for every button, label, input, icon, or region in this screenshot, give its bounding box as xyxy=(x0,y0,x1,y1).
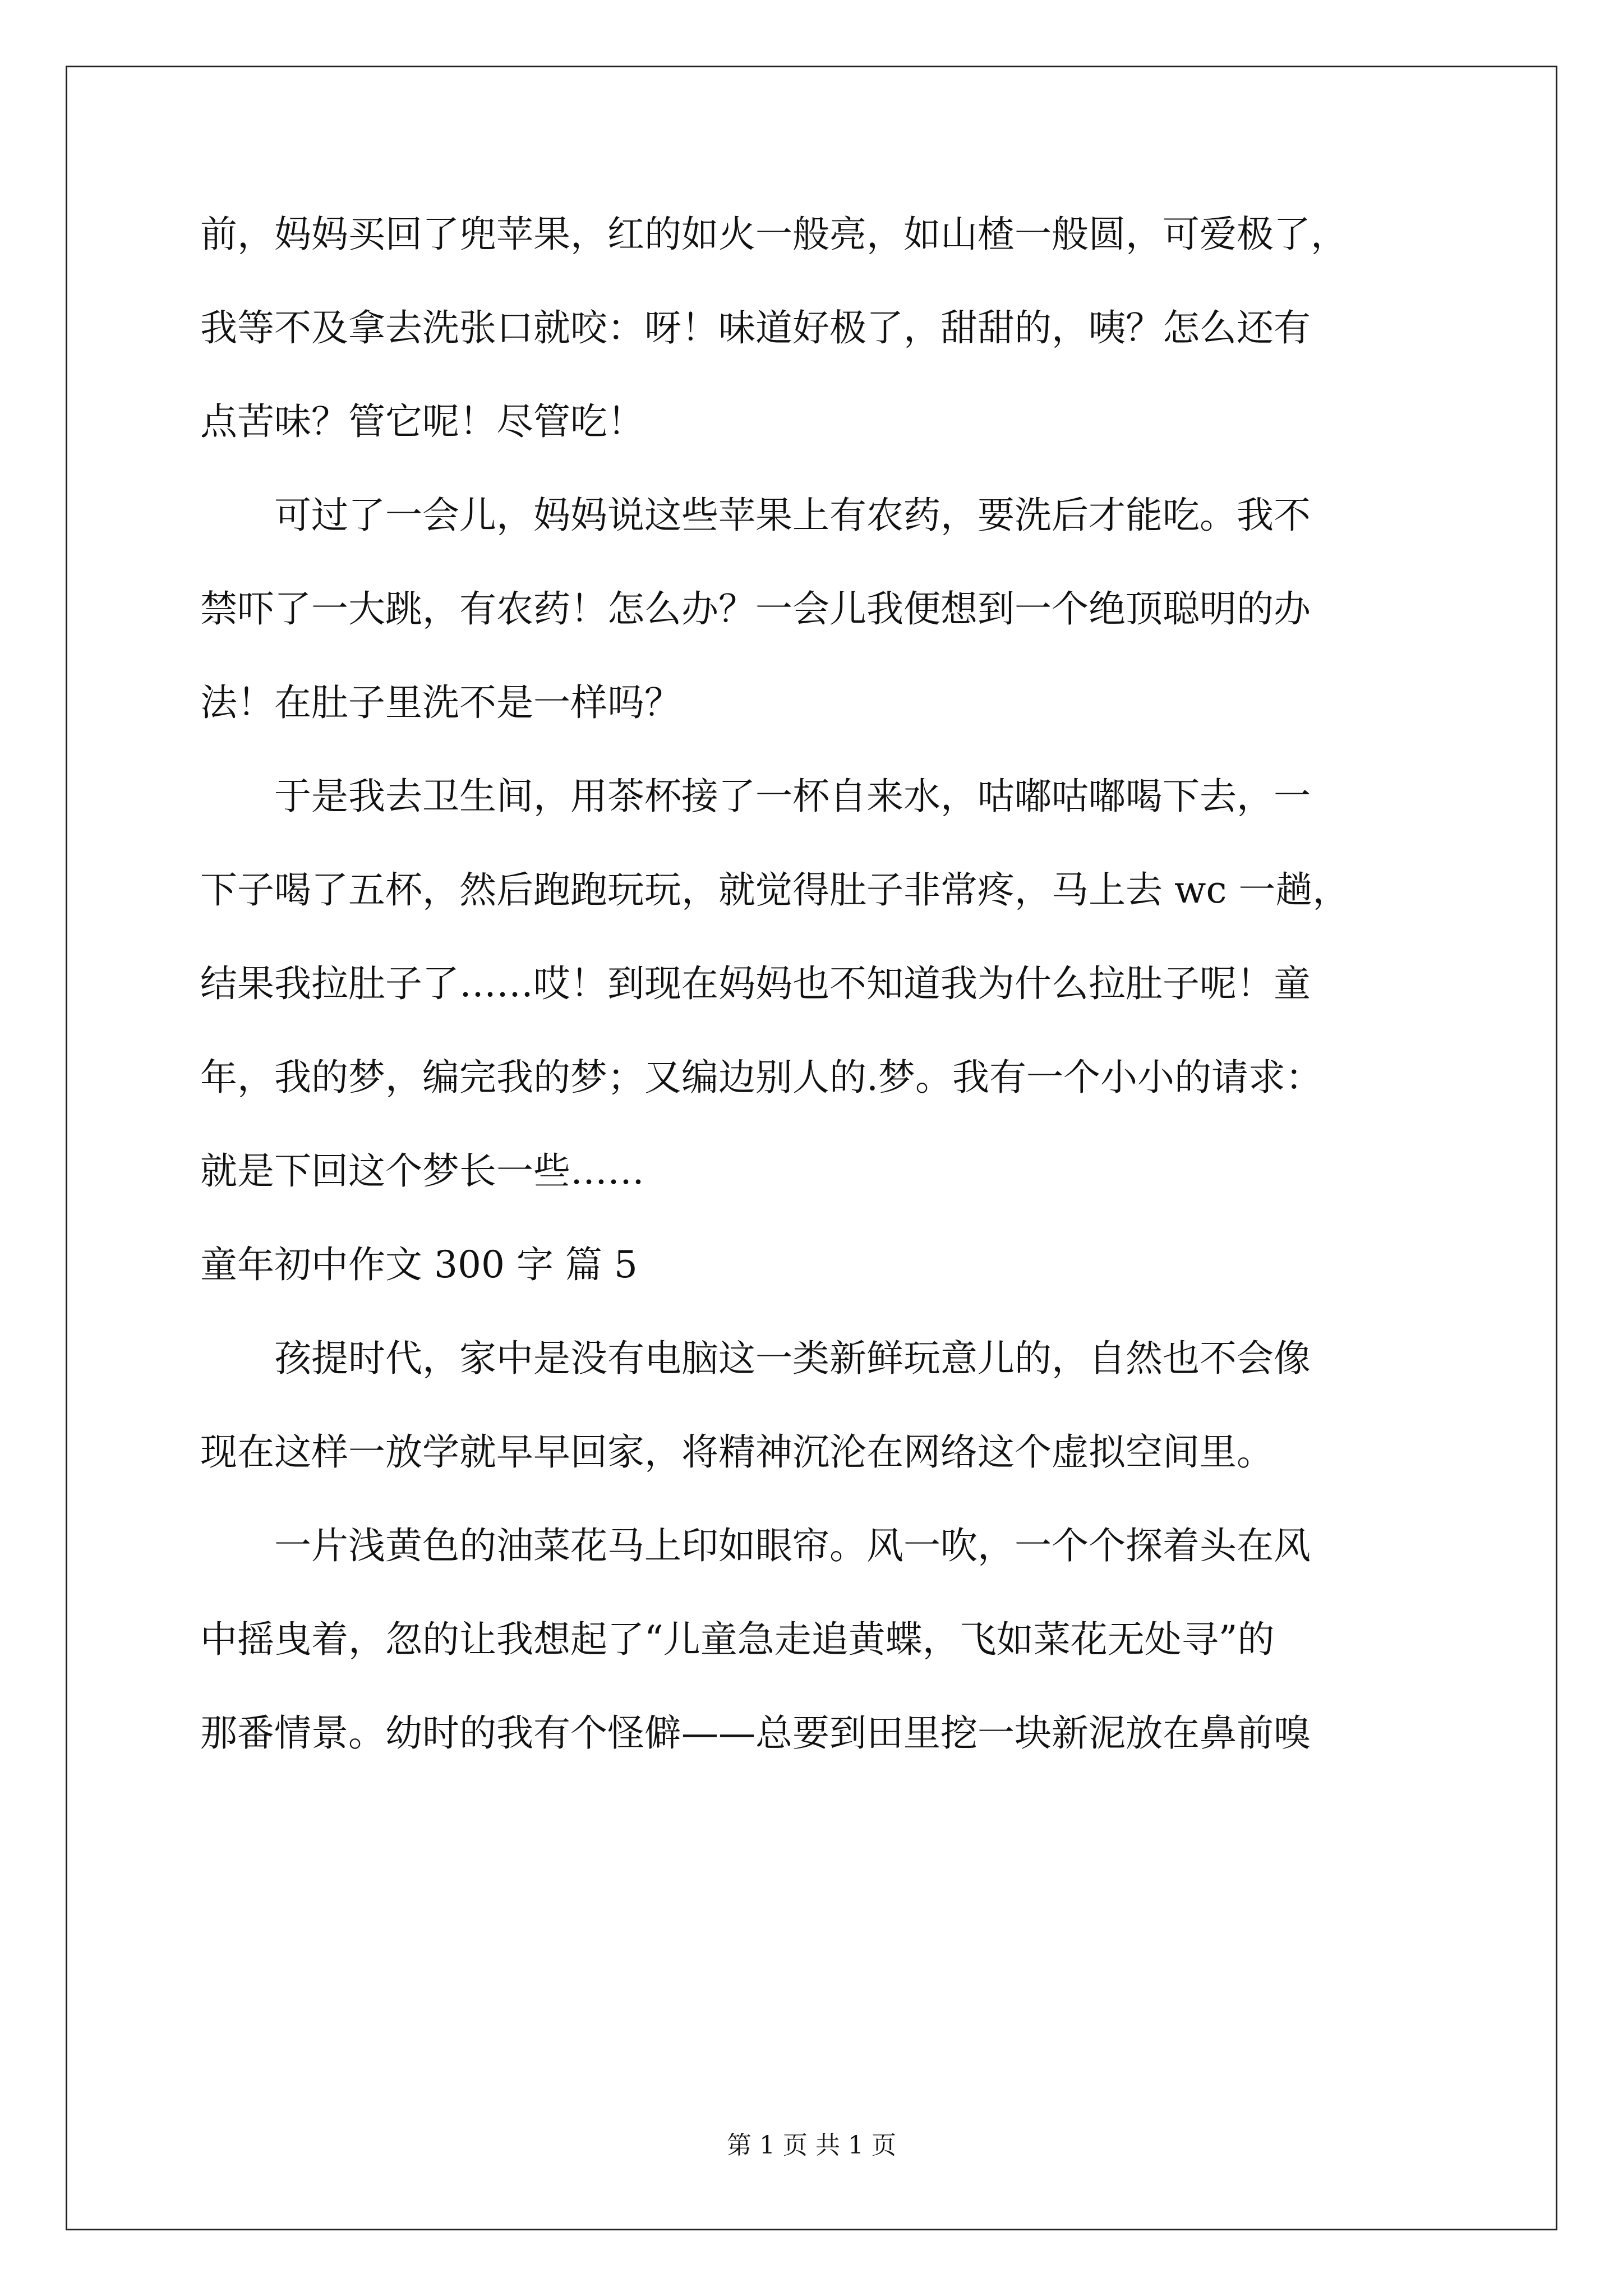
section-heading: 童年初中作文 300 字 篇 5 xyxy=(200,1243,638,1286)
text-line: 结果我拉肚子了……哎！到现在妈妈也不知道我为什么拉肚子呢！童 xyxy=(200,962,1311,1005)
text-line: 点苦味？管它呢！尽管吃！ xyxy=(200,400,644,443)
text-line: 前，妈妈买回了兜苹果，红的如火一般亮，如山楂一般圆，可爱极了， xyxy=(200,213,1348,256)
text-line: 现在这样一放学就早早回家，将精神沉沦在网络这个虚拟空间里。 xyxy=(200,1430,1274,1474)
text-line: 那番情景。幼时的我有个怪僻——总要到田里挖一块新泥放在鼻前嗅 xyxy=(200,1711,1311,1755)
text-line: 下子喝了五杯，然后跑跑玩玩，就觉得肚子非常疼，马上去 wc 一趟， xyxy=(200,868,1350,912)
document-body xyxy=(200,210,1434,1803)
text-line: 禁吓了一大跳，有农药！怎么办？一会儿我便想到一个绝顶聪明的办 xyxy=(200,587,1311,631)
text-line: 一片浅黄色的油菜花马上印如眼帘。风一吹，一个个探着头在风 xyxy=(200,1524,1311,1567)
text-line: 就是下回这个梦长一些…… xyxy=(200,1149,644,1193)
text-line: 我等不及拿去洗张口就咬：呀！味道好极了，甜甜的，咦？怎么还有 xyxy=(200,306,1311,349)
text-line: 于是我去卫生间，用茶杯接了一杯自来水，咕嘟咕嘟喝下去，一 xyxy=(200,775,1311,818)
text-line: 可过了一会儿，妈妈说这些苹果上有农药，要洗后才能吃。我不 xyxy=(200,494,1311,537)
text-line: 中摇曳着，忽的让我想起了“儿童急走追黄蝶，飞如菜花无处寻”的 xyxy=(200,1618,1275,1661)
text-line: 年，我的梦，编完我的梦；又编边别人的.梦。我有一个小小的请求： xyxy=(200,1056,1322,1099)
text-line: 法！在肚子里洗不是一样吗？ xyxy=(200,681,681,724)
page-number: 第 1 页 共 1 页 xyxy=(727,2131,896,2160)
text-line: 孩提时代，家中是没有电脑这一类新鲜玩意儿的，自然也不会像 xyxy=(200,1337,1311,1380)
